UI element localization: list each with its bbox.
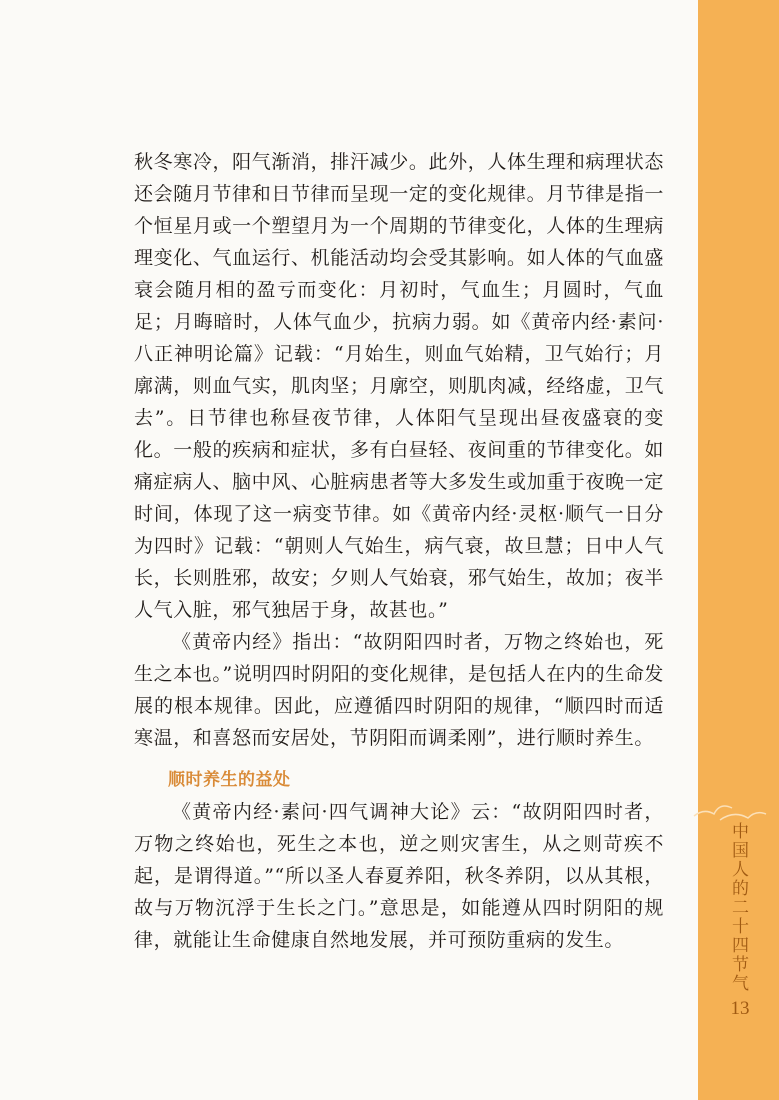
paragraph-1: 秋冬寒冷，阳气渐消，排汗减少。此外，人体生理和病理状态还会随月节律和日节律而呈现一定的变化规律。月节律是指一个恒星月或一个塑望月为一个周期的节律变化，人体的生理病理变化、气血运行、机能活动均会受其影响。如人体的气血盛衰会随月相的盈亏而变化：月初时，气血生；月圆时，气血足；月晦暗时，人体气血少，抗病力弱。如《黄帝内经·素问·八正神明论篇》记载：“月始生，则血气始精，卫气始行；月廓满，则血气实，肌肉坚；月廓空，则肌肉减，经络虚，卫气去”。日节律也称昼夜节律，人体阳气呈现出昼夜盛衰的变化。一般的疾病和症状，多有白昼轻、夜间重的节律变化。如痛症病人、脑中风、心脏病患者等大多发生或加重于夜晚一定时间，体现了这一病变节律。如《黄帝内经·灵枢·顺气一日分为四时》记载：“朝则人气始生，病气衰，故旦慧；日中人气长，长则胜邪，故安；夕则人气始衰，邪气始生，故加；夜半人气入脏，邪气独居于身，故甚也。” — [134, 151, 664, 621]
page-body — [134, 146, 664, 956]
book-title-vertical: 中国人的二十四节气 — [728, 822, 748, 993]
page-number: 13 — [730, 998, 750, 1019]
paragraph-2: 《黄帝内经》指出：“故阴阳四时者，万物之终始也，死生之本也。”说明四时阴阳的变化规律，是包括人在内的生命发展的根本规律。因此，应遵循四时阴阳的规律，“顺四时而适寒温，和喜怒而安居处，节阴阳而调柔刚”，进行顺时养生。 — [134, 631, 665, 749]
section-heading: 顺时养生的益处 — [168, 770, 291, 790]
paragraph-3: 《黄帝内经·素问·四气调神大论》云：“故阴阳四时者，万物之终始也，死生之本也，逆之则灾害生，从之则苛疾不起，是谓得道。”“所以圣人春夏养阳，秋冬养阴，以从其根，故与万物沉浮于生长之门。”意思是，如能遵从四时阴阳的规律，就能让生命健康自然地发展，并可预防重病的发生。 — [134, 801, 664, 951]
